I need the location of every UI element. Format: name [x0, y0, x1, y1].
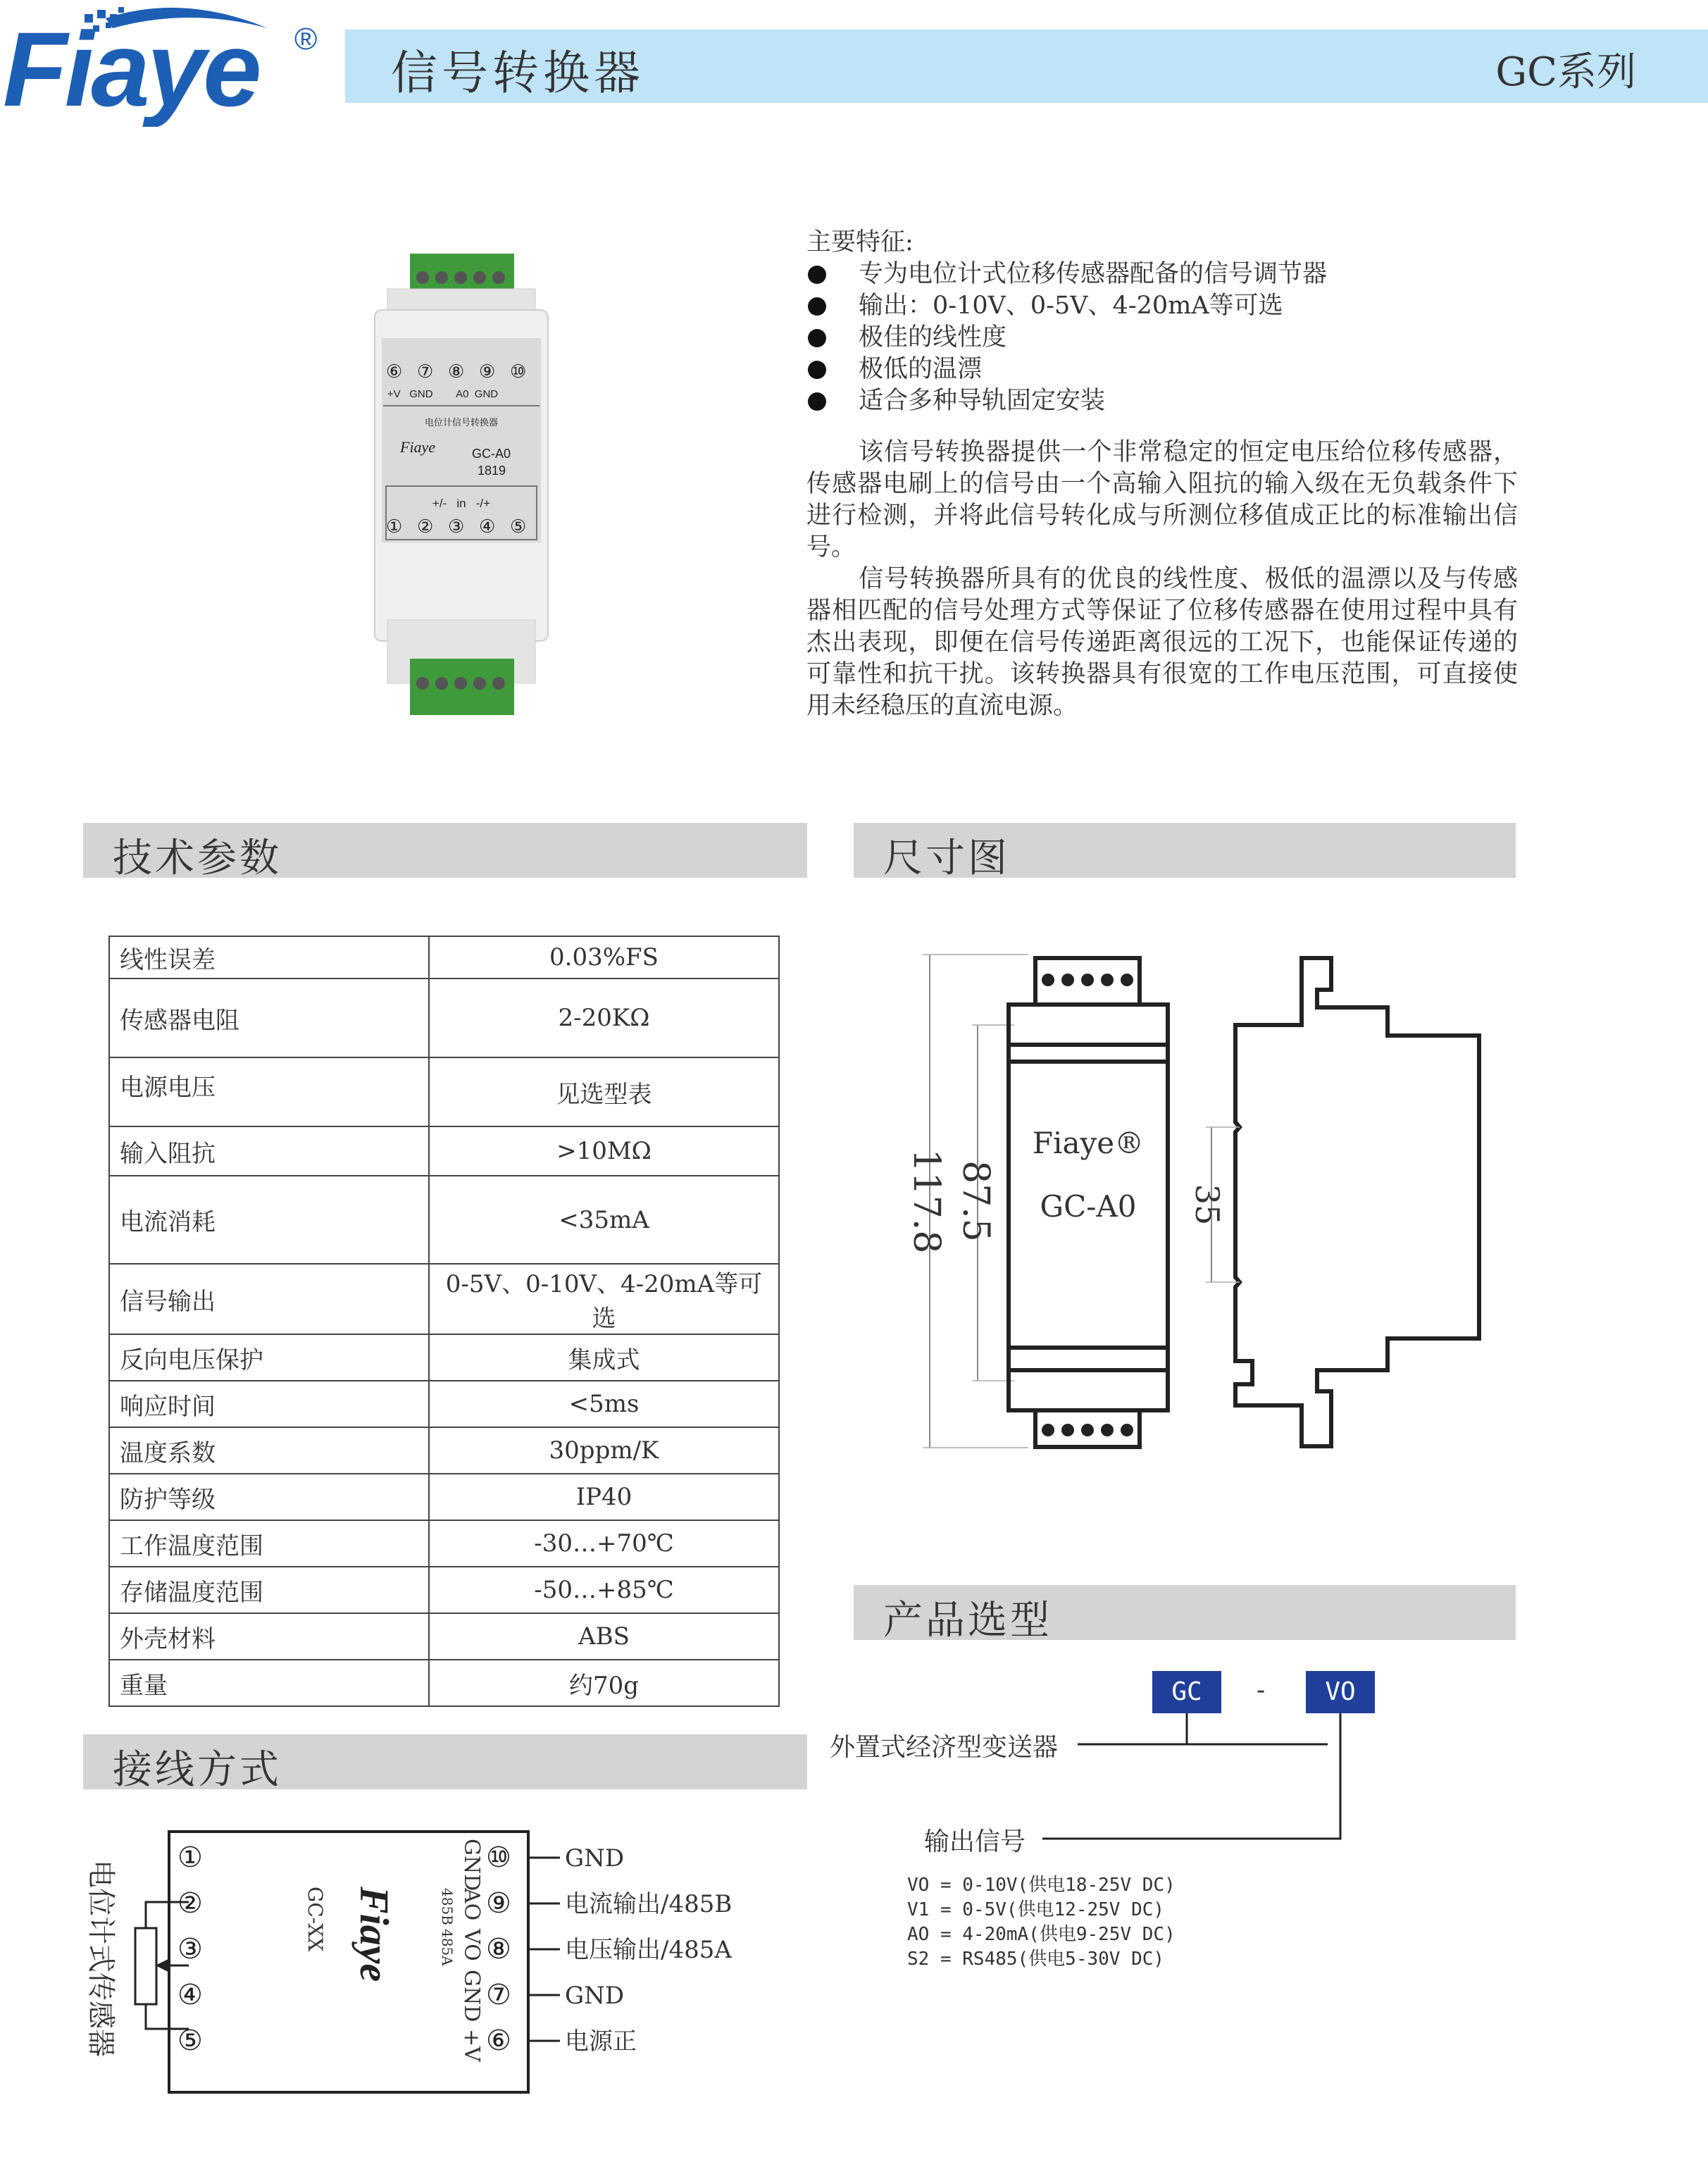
type-label: 外置式经济型变送器: [830, 1733, 1059, 1762]
section-dimensions-header: 尺寸图: [854, 823, 1516, 878]
output-signal-label: 输出信号: [924, 1827, 1026, 1856]
connection-labels: [565, 1844, 732, 2056]
svg-text:⑧: ⑧: [448, 361, 465, 382]
front-model: GC-A0: [1040, 1189, 1137, 1224]
svg-text:GND: GND: [459, 1839, 484, 1891]
code-output-box: VO: [1306, 1671, 1375, 1713]
feature-item: 适合多种导轨固定安装: [806, 385, 1518, 417]
svg-text:电流输出/485B: 电流输出/485B: [565, 1890, 733, 1918]
svg-text:⑨: ⑨: [479, 361, 496, 382]
table-row: 温度系数 30ppm/K: [109, 1427, 779, 1474]
svg-text:电压输出/485A: 电压输出/485A: [565, 1936, 732, 1964]
module-brand: Fiaye: [351, 1887, 397, 1982]
option-item: VO = 0-10V(供电18-25V DC): [907, 1875, 1176, 1896]
table-row: 反向电压保护 集成式: [109, 1334, 779, 1381]
bullet-icon: [808, 266, 826, 284]
sensor-label: 电位计式传感器: [85, 1860, 117, 2057]
dim-rail-width: 35: [1188, 1183, 1226, 1226]
svg-text:③: ③: [177, 1933, 203, 1965]
photo-model: GC-A0: [472, 447, 511, 461]
svg-text:②: ②: [177, 1887, 203, 1920]
section-tech-header: 技术参数: [83, 823, 807, 878]
table-row: 响应时间 <5ms: [109, 1381, 779, 1427]
photo-serial: 1819: [478, 464, 506, 478]
svg-text:⑤: ⑤: [510, 516, 527, 537]
svg-text:⑦: ⑦: [417, 361, 434, 382]
option-item: V1 = 0-5V(供电12-25V DC): [907, 1899, 1165, 1920]
svg-text:AO: AO: [459, 1888, 484, 1921]
svg-text:⑩: ⑩: [510, 361, 527, 382]
table-row: 防护等级 IP40: [109, 1474, 779, 1520]
svg-text:⑤: ⑤: [177, 2025, 203, 2057]
feature-item: 极低的温漂: [806, 354, 1518, 385]
photo-input-label: +/- in -/+: [432, 497, 491, 510]
code-dash: -: [1257, 1676, 1266, 1705]
series-label: GC系列: [1495, 49, 1636, 95]
feature-item: 专为电位计式位移传感器配备的信号调节器: [806, 259, 1518, 290]
wiring-diagram: [70, 1818, 789, 2099]
registered-mark: ®: [294, 22, 318, 56]
svg-text:①: ①: [177, 1841, 203, 1874]
svg-text:GND: GND: [565, 1844, 625, 1872]
module-model: GC-XX: [304, 1887, 327, 1952]
table-row: 存储温度范围 -50…+85℃: [109, 1567, 779, 1613]
table-row: 线性误差 0.03%FS: [109, 936, 779, 979]
table-row: 电流消耗 <35mA: [109, 1176, 779, 1264]
description-paragraph: 该信号转换器提供一个非常稳定的恒定电压给位移传感器，传感器电刷上的信号由一个高输入阻抗的输入级在无负载条件下进行检测，并将此信号转化成与所测位移值成正比的标准输出信号。: [806, 438, 1518, 561]
table-row: 重量 约70g: [109, 1660, 779, 1706]
svg-text:⑩: ⑩: [486, 1841, 511, 1874]
front-brand: Fiaye®: [1032, 1126, 1145, 1160]
bullet-icon: [808, 361, 826, 379]
logo-wordmark: Fiaye: [3, 10, 259, 127]
fiaye-logo: [0, 0, 338, 127]
bullet-icon: [808, 329, 826, 347]
right-terminals: [486, 1841, 511, 2057]
table-row: 电源电压 见选型表: [109, 1057, 779, 1126]
option-item: S2 = RS485(供电5-30V DC): [907, 1949, 1165, 1970]
features-list: [806, 259, 1518, 417]
dim-overall-height: 117.8: [905, 1148, 947, 1254]
option-item: AO = 4-20mA(供电9-25V DC): [907, 1924, 1176, 1945]
svg-text:③: ③: [448, 516, 465, 537]
table-row: 信号输出 0-5V、0-10V、4-20mA等可选: [109, 1264, 779, 1334]
svg-text:GND: GND: [565, 1982, 625, 2010]
photo-top-labels: +V GND A0 GND: [387, 388, 499, 400]
feature-item: 极佳的线性度: [806, 322, 1518, 354]
feature-item: 输出：0-10V、0-5V、4-20mA等可选: [806, 290, 1518, 322]
svg-text:①: ①: [386, 516, 403, 537]
page-title: 信号转换器: [391, 46, 644, 100]
right-pin-names: [459, 1839, 484, 2063]
svg-text:电源正: 电源正: [565, 2027, 637, 2056]
svg-text:④: ④: [177, 1979, 203, 2011]
product-photo: [366, 254, 556, 719]
description-paragraph: 信号转换器所具有的优良的线性度、极低的温漂以及与传感器相匹配的信号处理方式等保证了位移传感器在使用过程中具有杰出表现，即便在信号传递距离很远的工况下，也能保证传递的可靠性和抗干扰。该转换器具有很宽的工作电压范围，可直接使用未经稳压的直流电源。: [806, 565, 1518, 720]
table-row: 外壳材料 ABS: [109, 1613, 779, 1660]
features-title: 主要特征:: [806, 228, 914, 256]
side-view: [1235, 958, 1479, 1446]
left-terminals: [177, 1841, 203, 2057]
dim-body-height: 87.5: [954, 1160, 997, 1242]
table-row: 工作温度范围 -30…+70℃: [109, 1520, 779, 1567]
svg-text:+V: +V: [459, 2029, 484, 2062]
svg-text:⑦: ⑦: [486, 1979, 511, 2011]
svg-text:②: ②: [417, 516, 434, 537]
connection-lines: [528, 1858, 560, 2041]
section-selection-header: 产品选型: [854, 1585, 1516, 1640]
svg-text:485B: 485B: [439, 1888, 456, 1925]
code-prefix-box: GC: [1152, 1671, 1221, 1713]
spec-table: [108, 936, 780, 1707]
photo-device-name: 电位计信号转换器: [424, 417, 499, 428]
table-row: 传感器电阻 2-20KΩ: [109, 979, 779, 1057]
table-row: 输入阻抗 >10MΩ: [109, 1126, 779, 1176]
bullet-icon: [808, 297, 826, 316]
bullet-icon: [808, 392, 826, 411]
svg-text:④: ④: [479, 516, 496, 537]
description: [806, 437, 1518, 722]
section-wiring-header: 接线方式: [83, 1734, 807, 1789]
svg-text:485A: 485A: [439, 1929, 456, 1966]
svg-text:⑥: ⑥: [486, 2025, 511, 2057]
output-options: [907, 1873, 1176, 1972]
svg-text:⑧: ⑧: [486, 1933, 511, 1965]
dimension-drawing: [902, 940, 1521, 1462]
features-block: [806, 227, 1518, 722]
bus-names: [439, 1888, 456, 1966]
svg-text:GND: GND: [459, 1970, 484, 2023]
photo-brand: Fiaye: [400, 438, 436, 456]
svg-text:⑥: ⑥: [386, 361, 403, 382]
svg-text:⑨: ⑨: [486, 1887, 511, 1920]
svg-text:VO: VO: [459, 1929, 484, 1961]
